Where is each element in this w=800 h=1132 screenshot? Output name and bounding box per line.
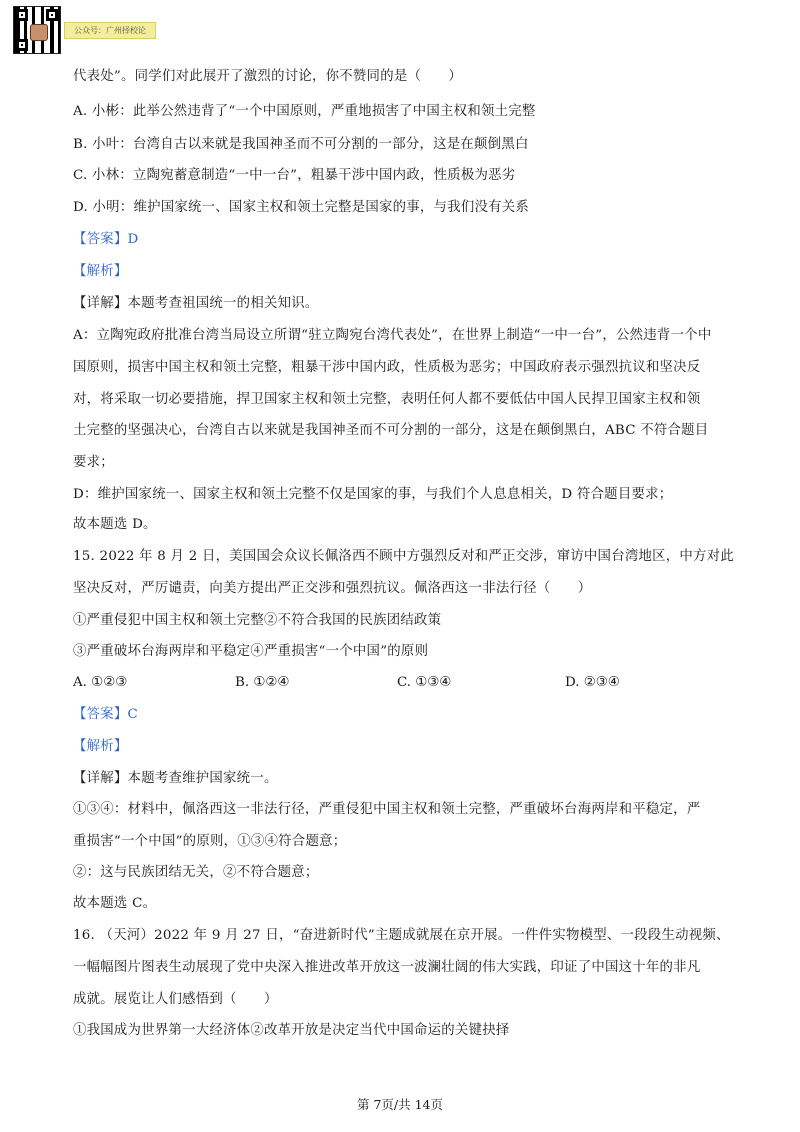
conclusion-line: 故本题选 D。 xyxy=(73,517,157,532)
avatar xyxy=(30,24,48,41)
question-16-statements: ①我国成为世界第一大经济体②改革开放是决定当代中国命运的关键抉择 xyxy=(73,1023,510,1038)
answer-label: 【答案】C xyxy=(73,707,139,722)
explanation-line: 重损害“一个中国”的原则，①③④符合题意； xyxy=(73,834,347,849)
answer-label: 【答案】D xyxy=(73,232,139,247)
question-15-stem: 坚决反对，严厉谴责，向美方提出严正交涉和强烈抗议。佩洛西这一非法行径（ ） xyxy=(73,581,592,596)
question-14-option-b: B. 小叶：台湾自古以来就是我国神圣而不可分割的一部分，这是在颠倒黑白 xyxy=(73,137,529,152)
conclusion-line: 故本题选 C。 xyxy=(73,896,157,911)
question-14-option-c: C. 小林：立陶宛蓄意制造“一中一台”，粗暴干涉中国内政，性质极为恶劣 xyxy=(73,168,516,183)
question-15-stem: 15. 2022 年 8 月 2 日，美国国会众议长佩洛西不顾中方强烈反对和严正交涉，窜访中国台湾地区，中方对此 xyxy=(73,549,734,564)
brand-banner: 公众号：广州择校论 xyxy=(64,22,156,39)
explanation-line: 要求； xyxy=(73,455,114,470)
qr-finder-icon xyxy=(16,9,28,21)
page-number: 第 7页/共 14页 xyxy=(356,1097,444,1112)
analysis-label: 【解析】 xyxy=(73,264,128,279)
question-15-option-b: B. ①②④ xyxy=(235,675,290,690)
question-15-option-d: D. ②③④ xyxy=(565,675,620,690)
detail-heading: 【详解】本题考查祖国统一的相关知识。 xyxy=(73,296,319,311)
explanation-line: A：立陶宛政府批准台湾当局设立所谓“驻立陶宛台湾代表处”，在世界上制造“一中一台”，公然违背一个中 xyxy=(73,328,712,343)
question-16-stem: 16. （天河）2022 年 9 月 27 日，“奋进新时代”主题成就展在京开展。一件件实物模型、一段段生动视频、 xyxy=(73,928,730,943)
qr-finder-icon xyxy=(16,39,28,51)
explanation-line: ②：这与民族团结无关，②不符合题意； xyxy=(73,865,319,880)
question-16-stem: 一幅幅图片图表生动展现了党中央深入推进改革开放这一波澜壮阔的伟大实践，印证了中国这十年的非凡 xyxy=(73,960,701,975)
question-15-option-c: C. ①③④ xyxy=(397,675,452,690)
question-15-option-a: A. ①②③ xyxy=(73,675,128,690)
question-16-stem: 成就。展览让人们感悟到（ ） xyxy=(73,992,278,1007)
explanation-line: 国原则，损害中国主权和领土完整，粗暴干涉中国内政，性质极为恶劣；中国政府表示强烈抗议和坚决反 xyxy=(73,360,701,375)
explanation-line: ①③④：材料中，佩洛西这一非法行径，严重侵犯中国主权和领土完整，严重破坏台海两岸和平稳定，严 xyxy=(73,802,701,817)
analysis-label: 【解析】 xyxy=(73,739,128,754)
question-14-stem: 代表处”。同学们对此展开了激烈的讨论，你不赞同的是（ ） xyxy=(73,69,463,84)
explanation-line: 土完整的坚强决心，台湾自古以来就是我国神圣而不可分割的一部分，这是在颠倒黑白，ABC 不符合题目 xyxy=(73,423,709,438)
qr-finder-icon xyxy=(46,9,58,21)
question-14-option-a: A. 小彬：此举公然违背了“一个中国原则，严重地损害了中国主权和领土完整 xyxy=(73,104,536,119)
qr-code-image xyxy=(13,6,61,54)
question-15-statements: ③严重破坏台海两岸和平稳定④严重损害“一个中国”的原则 xyxy=(73,644,429,659)
detail-heading: 【详解】本题考查维护国家统一。 xyxy=(73,771,278,786)
question-14-option-d: D. 小明：维护国家统一、国家主权和领土完整是国家的事，与我们没有关系 xyxy=(73,200,530,215)
question-15-statements: ①严重侵犯中国主权和领土完整②不符合我国的民族团结政策 xyxy=(73,613,442,628)
explanation-line: D：维护国家统一、国家主权和领土完整不仅是国家的事，与我们个人息息相关，D 符合题目要求； xyxy=(73,487,673,502)
explanation-line: 对，将采取一切必要措施，捍卫国家主权和领土完整，表明任何人都不要低估中国人民捍卫国家主权和领 xyxy=(73,392,701,407)
